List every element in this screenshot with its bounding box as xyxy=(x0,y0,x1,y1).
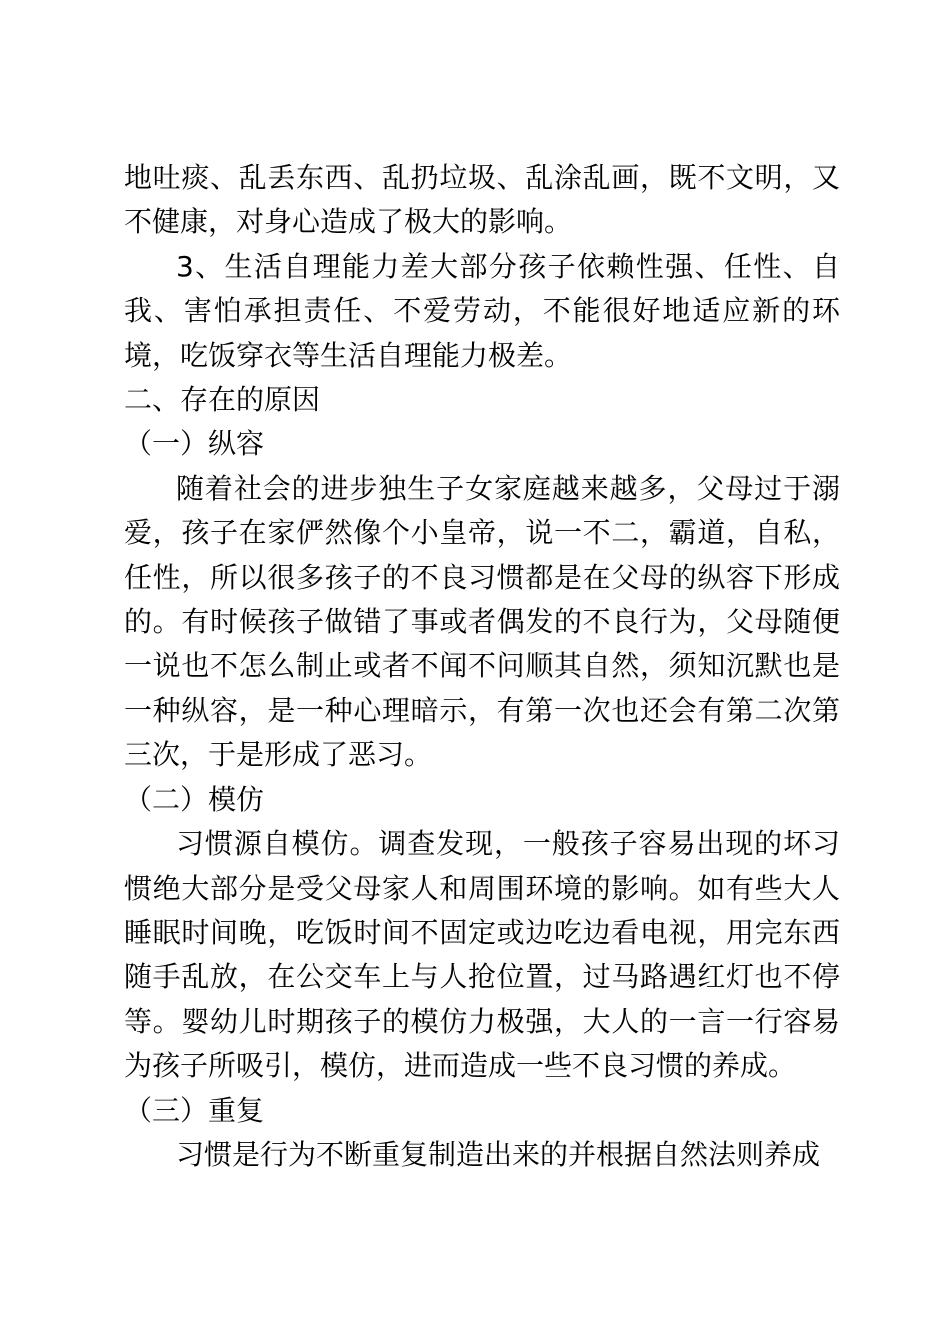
section-heading-causes: 二、存在的原因 xyxy=(124,383,321,417)
paragraph-repetition: 习惯是行为不断重复制造出来的并根据自然法则养成 xyxy=(176,1137,821,1171)
subheading-imitation: （二）模仿 xyxy=(124,782,265,816)
paragraph-imitation: 习惯源自模仿。调查发现，一般孩子容易出现的坏习惯绝大部分是受父母家人和周围环境的影响。如有些大人睡眠时间晚，吃饭时间不固定或边吃边看电视，用完东西随手乱放，在公交车上与人抢位置，过马路遇红灯也不停等。婴幼儿时期孩子的模仿力极强，大人的一言一行容易为孩子所吸引，模仿，进而造成一些不良习惯的养成。 xyxy=(124,827,840,1083)
paragraph-continuation: 地吐痰、乱丢东西、乱扔垃圾、乱涂乱画，既不文明，又不健康，对身心造成了极大的影响。 xyxy=(124,161,840,239)
subheading-indulgence: （一）纵容 xyxy=(124,427,265,461)
paragraph-indulgence: 随着社会的进步独生子女家庭越来越多，父母过于溺爱，孩子在家俨然像个小皇帝，说一不二，霸道，自私，任性，所以很多孩子的不良习惯都是在父母的纵容下形成的。有时候孩子做错了事或者偶发的不良行为，父母随便一说也不怎么制止或者不闻不问顺其自然，须知沉默也是一种纵容，是一种心理暗示，有第一次也还会有第二次第三次，于是形成了恶习。 xyxy=(124,471,840,772)
paragraph-self-care: 3、生活自理能力差大部分孩子依赖性强、任性、自我、害怕承担责任、不爱劳动，不能很好地适应新的环境，吃饭穿衣等生活自理能力极差。 xyxy=(124,249,840,372)
document-body xyxy=(124,156,840,1177)
subheading-repetition: （三）重复 xyxy=(124,1093,265,1127)
